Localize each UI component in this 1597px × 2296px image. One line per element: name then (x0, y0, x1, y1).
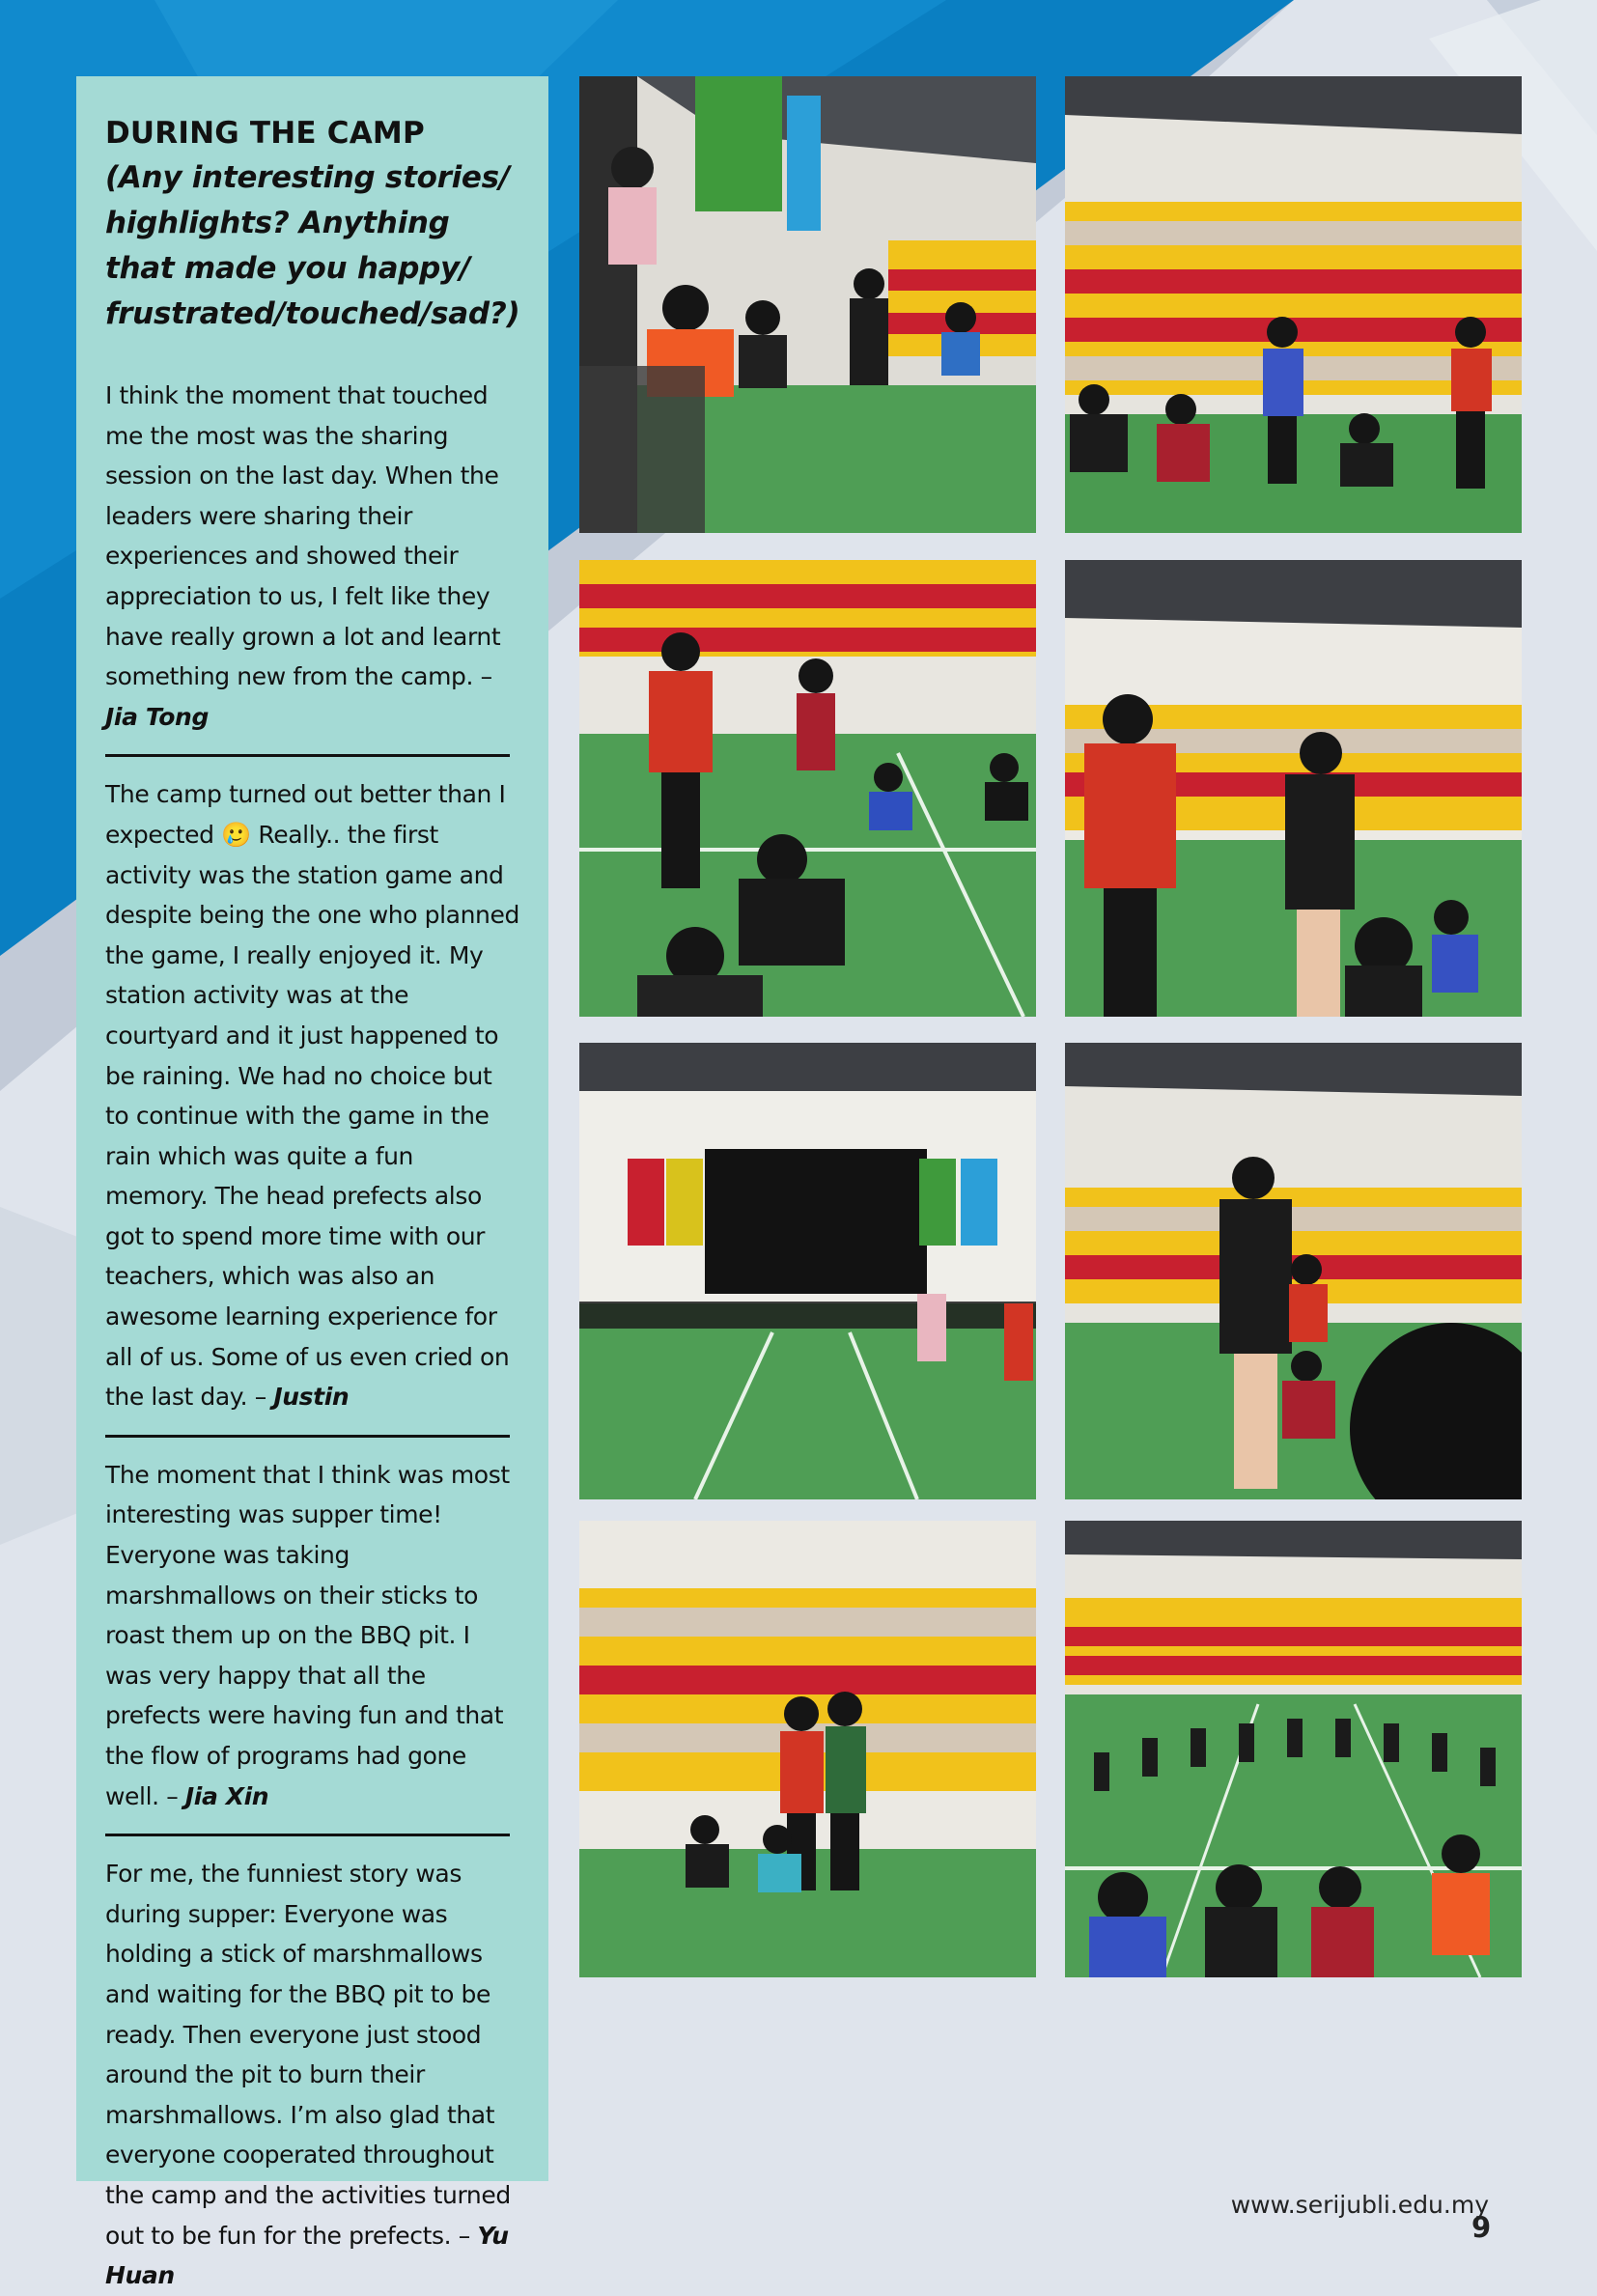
story-jia-xin (105, 1455, 519, 1816)
story-author: Jia Tong (105, 702, 209, 731)
story-jia-tong (105, 376, 519, 737)
page-number: 9 (1471, 2211, 1492, 2244)
photo-large-circle (1065, 1521, 1522, 1977)
divider (105, 754, 510, 757)
website-url: www.serijubli.edu.my (1230, 2191, 1489, 2219)
story-text: I think the moment that touched me the most was the sharing session on the last day. When the leaders were sharing their experiences and showed their appreciation to us, I felt like they have really grown a lot and learnt something new from the camp. – (105, 381, 501, 691)
photo-sharing-session (579, 76, 1036, 533)
divider (105, 1435, 510, 1438)
section-subheading: (Any interesting stories/ highlights? Anything that made you happy/ frustrated/touched/sad?) (105, 160, 520, 331)
story-yu-huan (105, 1854, 519, 2296)
photo-leaders-standing (579, 560, 1036, 1017)
photo-court-group (579, 1521, 1036, 1977)
story-text: The moment that I think was most interesting was supper time! Everyone was taking marshmallows on their sticks to roast them up on the BBQ pit. I was very happy that all the prefects were having fun and that the flow of programs had gone well. – (105, 1460, 510, 1810)
photo-girl-speaking (1065, 1043, 1522, 1499)
story-author: Jia Xin (184, 1781, 269, 1810)
story-author: Justin (273, 1383, 350, 1412)
story-justin (105, 774, 519, 1417)
divider (105, 1834, 510, 1836)
stories-panel (76, 76, 548, 2290)
section-heading: DURING THE CAMP (105, 116, 425, 151)
story-author: Yu Huan (105, 2221, 509, 2290)
story-text: For me, the funniest story was during supper: Everyone was holding a stick of marshmallows and waiting for the BBQ pit to be ready. Then everyone just stood around the pit to burn their marshmallows. I’m also glad that everyone cooperated throughout the camp and the activities turned out to be fun for the prefects. – (105, 1860, 511, 2250)
photo-hall-seated-group (1065, 76, 1522, 533)
photo-circle-in-hall (579, 1043, 1036, 1499)
story-text: The camp turned out better than I expected 🥲 Really.. the first activity was the station game and despite being the one who planned the game, I really enjoyed it. My station activity was at the courtyard and it just happened to be raining. We had no choice but to continue with the game in the rain which was quite a fun memory. The head prefects also got to spend more time with our teachers, which was also an awesome learning experience for all of us. Some of us even cried on the last day. – (105, 780, 519, 1412)
photo-speakers-closeup (1065, 560, 1522, 1017)
